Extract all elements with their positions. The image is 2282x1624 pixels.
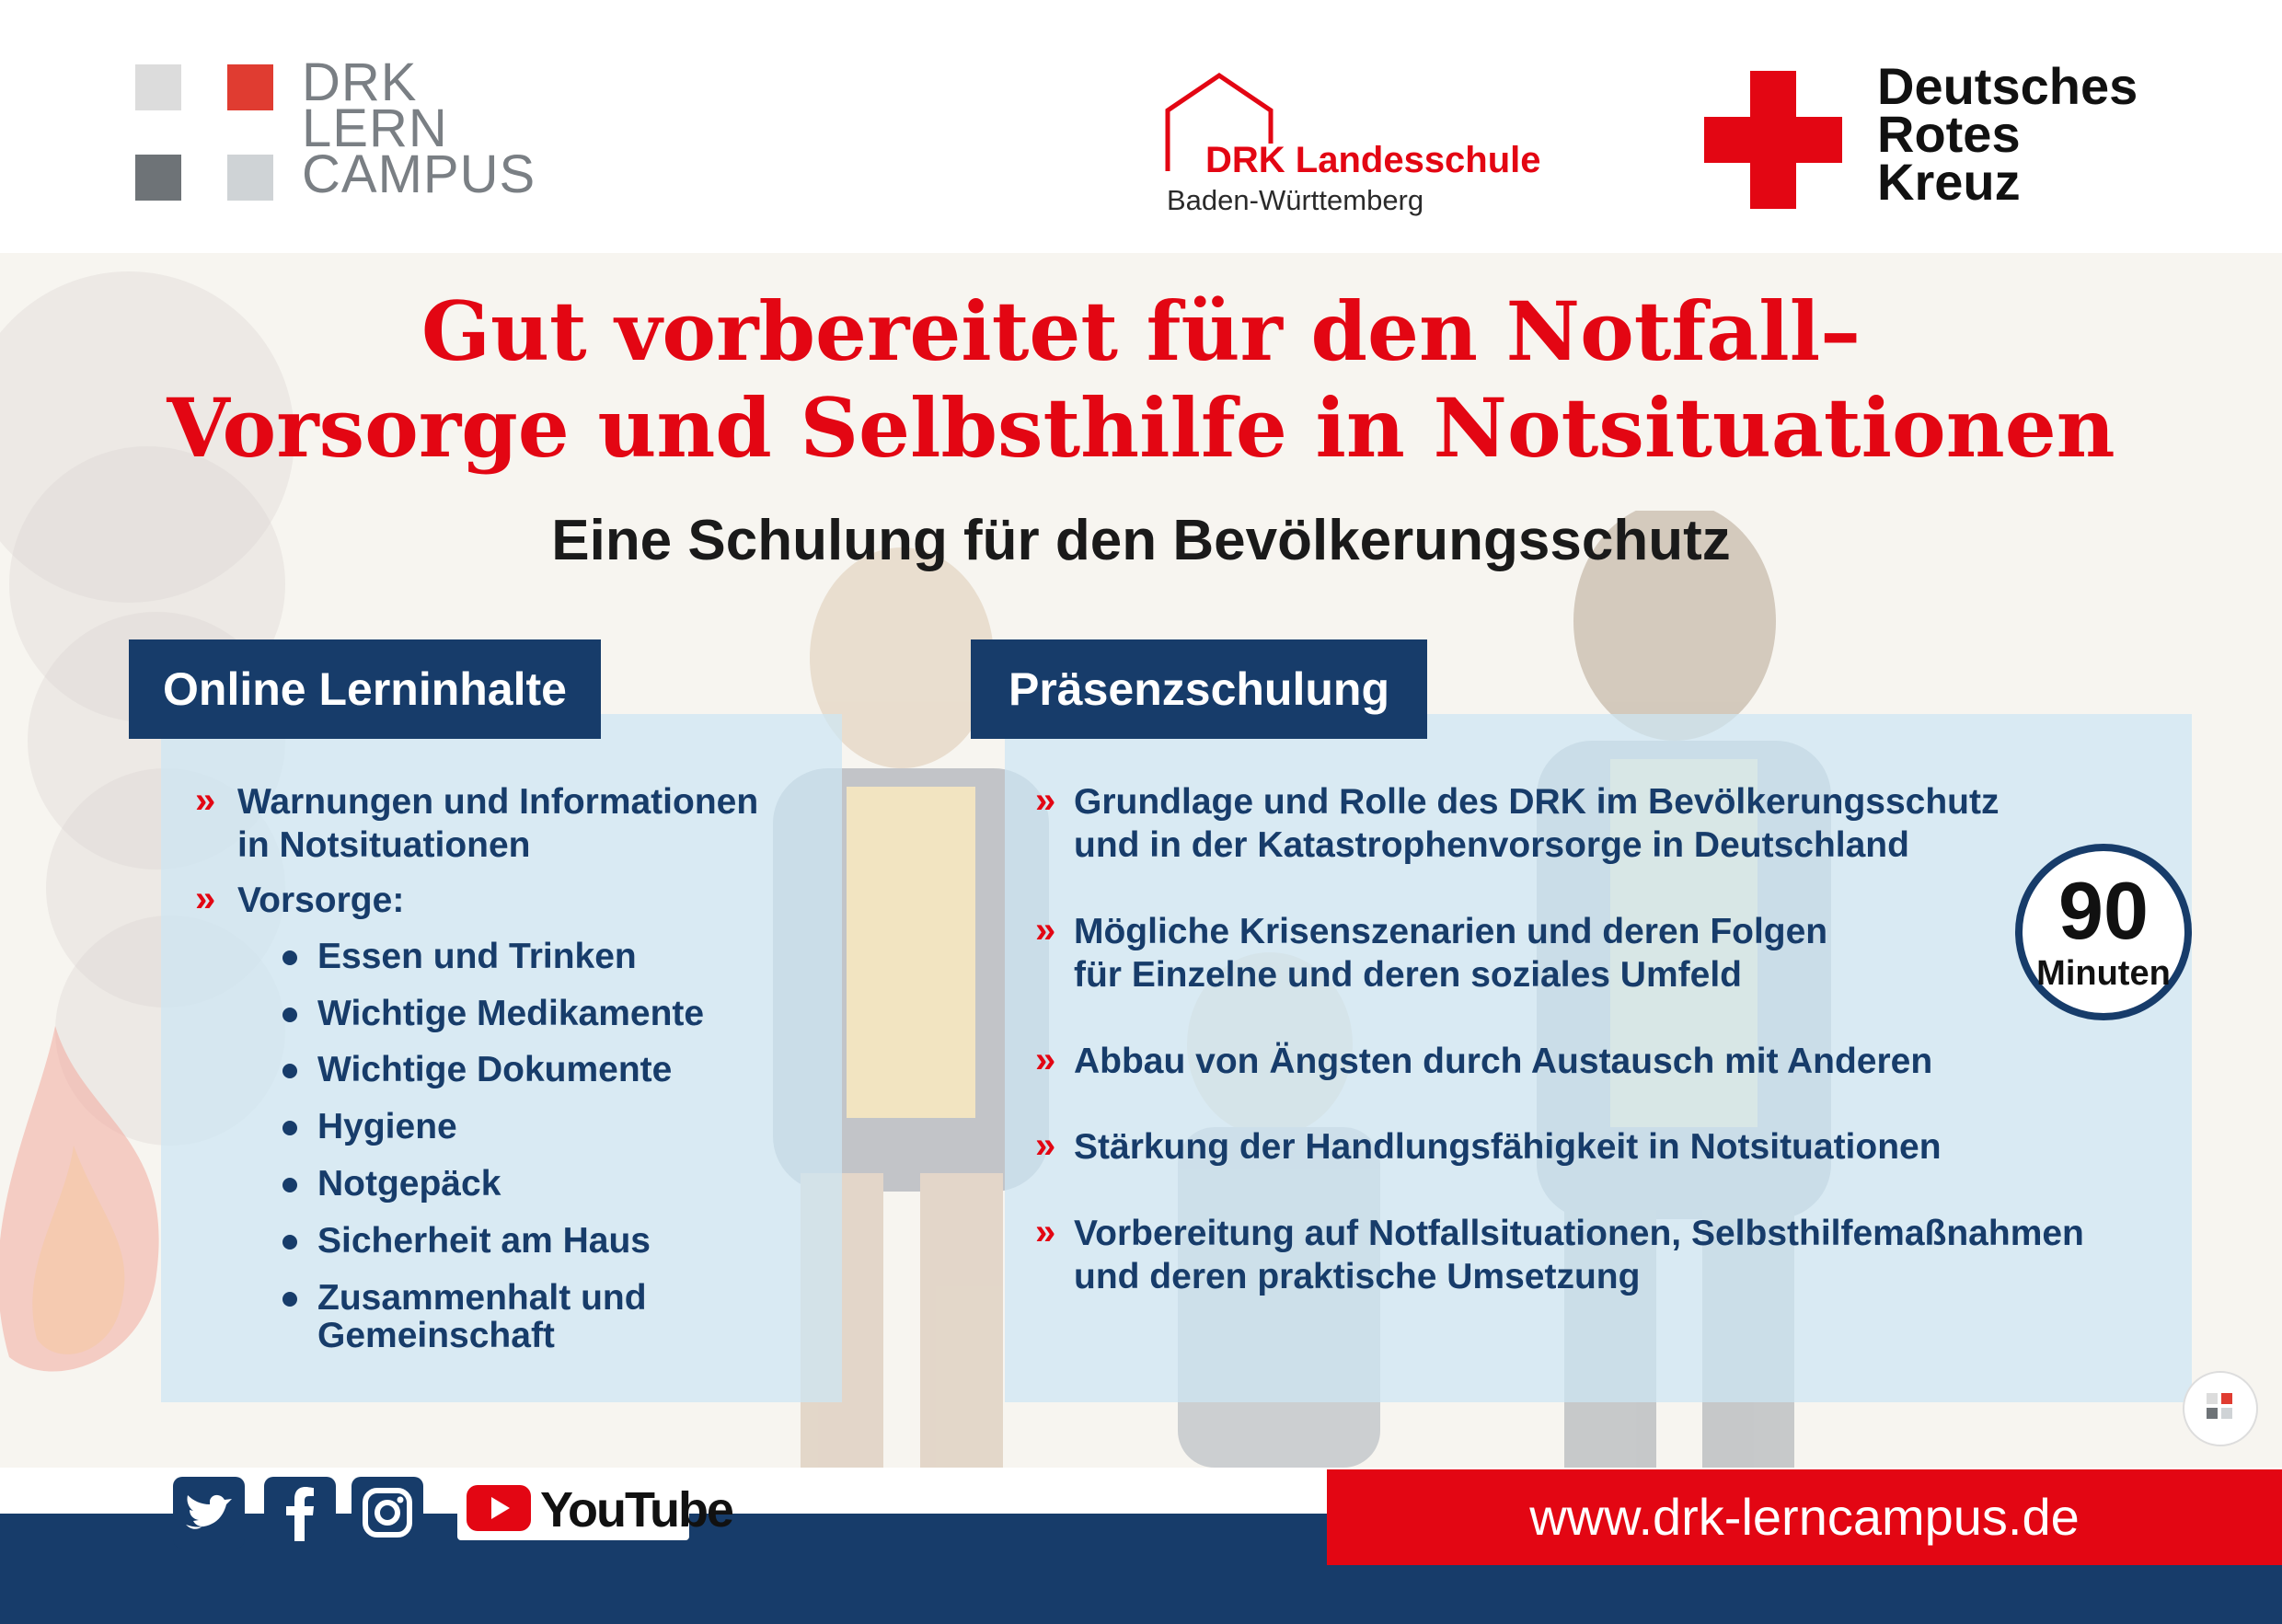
praesenz-item-line: Mögliche Krisenszenarien und deren Folgen <box>1074 912 1828 951</box>
twitter-icon[interactable] <box>173 1477 245 1549</box>
bullet-icon <box>282 1121 297 1135</box>
landesschule-title: DRK Landesschule <box>1205 140 1541 180</box>
online-sub-item: Sicherheit am Haus <box>317 1221 651 1261</box>
header <box>0 0 2282 253</box>
twitter-bird-icon <box>173 1477 245 1549</box>
logo-square <box>227 155 273 201</box>
online-sub-item: Wichtige Dokumente <box>317 1050 673 1089</box>
title-line-2: Vorsorge und Selbsthilfe in Notsituationen <box>167 380 2115 476</box>
duration-unit: Minuten <box>2036 954 2171 993</box>
online-item: Vorsorge: <box>237 881 405 920</box>
praesenz-item <box>1074 780 2000 867</box>
online-heading: Online Lerninhalte <box>129 639 601 739</box>
play-triangle-icon <box>467 1485 531 1531</box>
online-item <box>237 780 758 867</box>
chevron-icon: » <box>1035 1212 1056 1252</box>
red-cross-icon <box>1704 71 1842 209</box>
online-sub-item: Notgepäck <box>317 1164 501 1204</box>
bullet-icon <box>282 1292 297 1307</box>
praesenz-item <box>1074 1212 2084 1298</box>
drk-wordmark-line: Kreuz <box>1877 153 2021 211</box>
online-sub-item <box>317 1276 647 1357</box>
bullet-icon <box>282 1178 297 1192</box>
praesenz-item-line: und in der Katastrophenvorsorge in Deutschland <box>1074 825 1909 865</box>
online-sub-item: Wichtige Medikamente <box>317 994 705 1033</box>
logo-line: LERN <box>302 98 448 158</box>
drk-wordmark-line: Deutsches <box>1877 57 2138 115</box>
praesenz-heading: Präsenzschulung <box>971 639 1427 739</box>
drk-wordmark <box>1877 57 2138 211</box>
chevron-icon: » <box>1035 910 1056 950</box>
online-item-line: Warnungen und Informationen <box>237 782 759 822</box>
bullet-icon <box>282 1064 297 1078</box>
chevron-icon: » <box>195 879 216 919</box>
bullet-icon <box>282 950 297 965</box>
chevron-icon: » <box>1035 780 1056 821</box>
online-sub-item: Essen und Trinken <box>317 937 637 976</box>
website-url[interactable]: www.drk-lerncampus.de <box>1327 1469 2282 1565</box>
logo-square <box>135 155 181 201</box>
praesenz-item-line: für Einzelne und deren soziales Umfeld <box>1074 955 1742 995</box>
praesenz-item <box>1074 910 1827 996</box>
facebook-f-icon <box>264 1477 336 1549</box>
duration-badge <box>2015 844 2192 1020</box>
instagram-icon[interactable] <box>352 1477 423 1549</box>
chevron-icon: » <box>1035 1125 1056 1166</box>
chevron-icon: » <box>195 780 216 821</box>
drk-wordmark-line: Rotes <box>1877 105 2021 163</box>
online-sub-item: Hygiene <box>317 1107 457 1146</box>
logo-line: CAMPUS <box>302 144 536 204</box>
duration-value: 90 <box>2058 865 2149 956</box>
youtube-label: YouTube <box>540 1482 732 1538</box>
youtube-icon[interactable] <box>457 1476 732 1540</box>
logo-square <box>135 64 181 110</box>
lerncampus-wordmark <box>302 52 536 204</box>
praesenz-item-line: Grundlage und Rolle des DRK im Bevölkerungsschutz <box>1074 782 2000 822</box>
logo-square <box>227 64 273 110</box>
facebook-icon[interactable] <box>264 1477 336 1549</box>
bullet-icon <box>282 1008 297 1022</box>
praesenz-item-line: und deren praktische Umsetzung <box>1074 1257 1641 1296</box>
online-sub-item-line: Zusammenhalt und <box>317 1278 647 1318</box>
bullet-icon <box>282 1235 297 1250</box>
landesschule-subtitle: Baden-Württemberg <box>1167 184 1424 216</box>
praesenz-item: Stärkung der Handlungsfähigkeit in Notsituationen <box>1074 1127 1942 1167</box>
instagram-camera-icon <box>352 1477 423 1549</box>
praesenz-item: Abbau von Ängsten durch Austausch mit Anderen <box>1074 1042 1933 1081</box>
lerncampus-mini-icon <box>2184 1373 2256 1445</box>
logo-line: DRK <box>302 52 418 112</box>
youtube-play-icon <box>467 1485 531 1531</box>
online-item-line: in Notsituationen <box>237 825 531 865</box>
title-line-1: Gut vorbereitet für den Notfall– <box>421 283 1861 379</box>
subtitle: Eine Schulung für den Bevölkerungsschutz <box>551 509 1731 572</box>
chevron-icon: » <box>1035 1040 1056 1080</box>
praesenz-item-line: Vorbereitung auf Notfallsituationen, Selbsthilfemaßnahmen <box>1074 1214 2084 1253</box>
online-sub-item-line: Gemeinschaft <box>317 1316 555 1355</box>
lerncampus-mini-logo <box>2183 1371 2258 1446</box>
